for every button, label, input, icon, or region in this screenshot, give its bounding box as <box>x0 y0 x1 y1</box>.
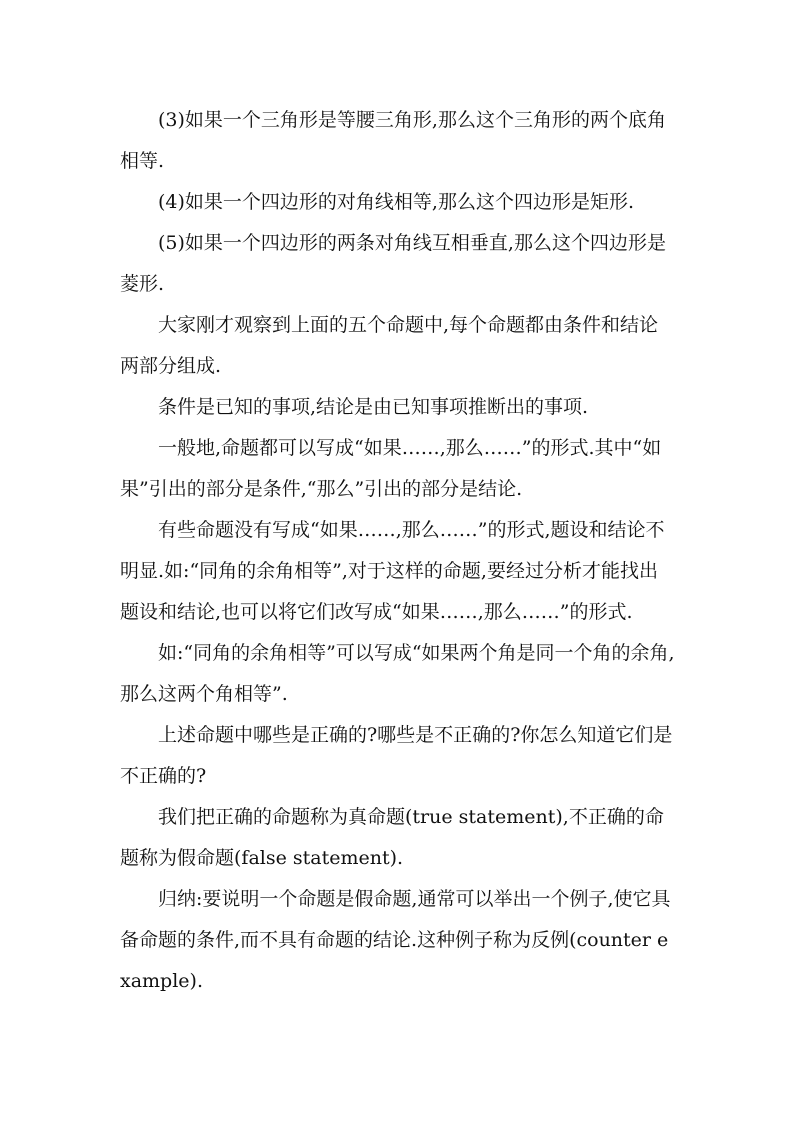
paragraph-which-correct: 上述命题中哪些是正确的?哪些是不正确的?你怎么知道它们是不正确的? <box>120 724 673 787</box>
paragraph-example-rewrite: 如:“同角的余角相等”可以写成“如果两个角是同一个角的余角,那么这两个角相等”. <box>120 642 675 705</box>
paragraph-condition-conclusion: 条件是已知的事项,结论是由已知事项推断出的事项. <box>158 396 589 418</box>
document-body <box>120 100 676 1002</box>
paragraph-counter-example: 归纳:要说明一个命题是假命题,通常可以举出一个例子,使它具备命题的条件,而不具有命题的结论.这种例子称为反例(counter example). <box>120 888 671 992</box>
paragraph-if-then-form: 一般地,命题都可以写成“如果……,那么……”的形式.其中“如果”引出的部分是条件,“那么”引出的部分是结论. <box>120 437 662 500</box>
paragraph-isosceles-triangle: (3)如果一个三角形是等腰三角形,那么这个三角形的两个底角相等. <box>120 109 666 172</box>
paragraph-five-propositions: 大家刚才观察到上面的五个命题中,每个命题都由条件和结论两部分组成. <box>120 314 659 377</box>
paragraph-rectangle: (4)如果一个四边形的对角线相等,那么这个四边形是矩形. <box>158 191 634 213</box>
paragraph-unclear-form: 有些命题没有写成“如果……,那么……”的形式,题设和结论不明显.如:“同角的余角相等”,对于这样的命题,要经过分析才能找出题设和结论,也可以将它们改写成“如果……,那么……”的形式. <box>120 519 665 623</box>
paragraph-true-false-statement: 我们把正确的命题称为真命题(true statement),不正确的命题称为假命题(false statement). <box>120 806 664 869</box>
paragraph-rhombus: (5)如果一个四边形的两条对角线互相垂直,那么这个四边形是菱形. <box>120 232 666 295</box>
